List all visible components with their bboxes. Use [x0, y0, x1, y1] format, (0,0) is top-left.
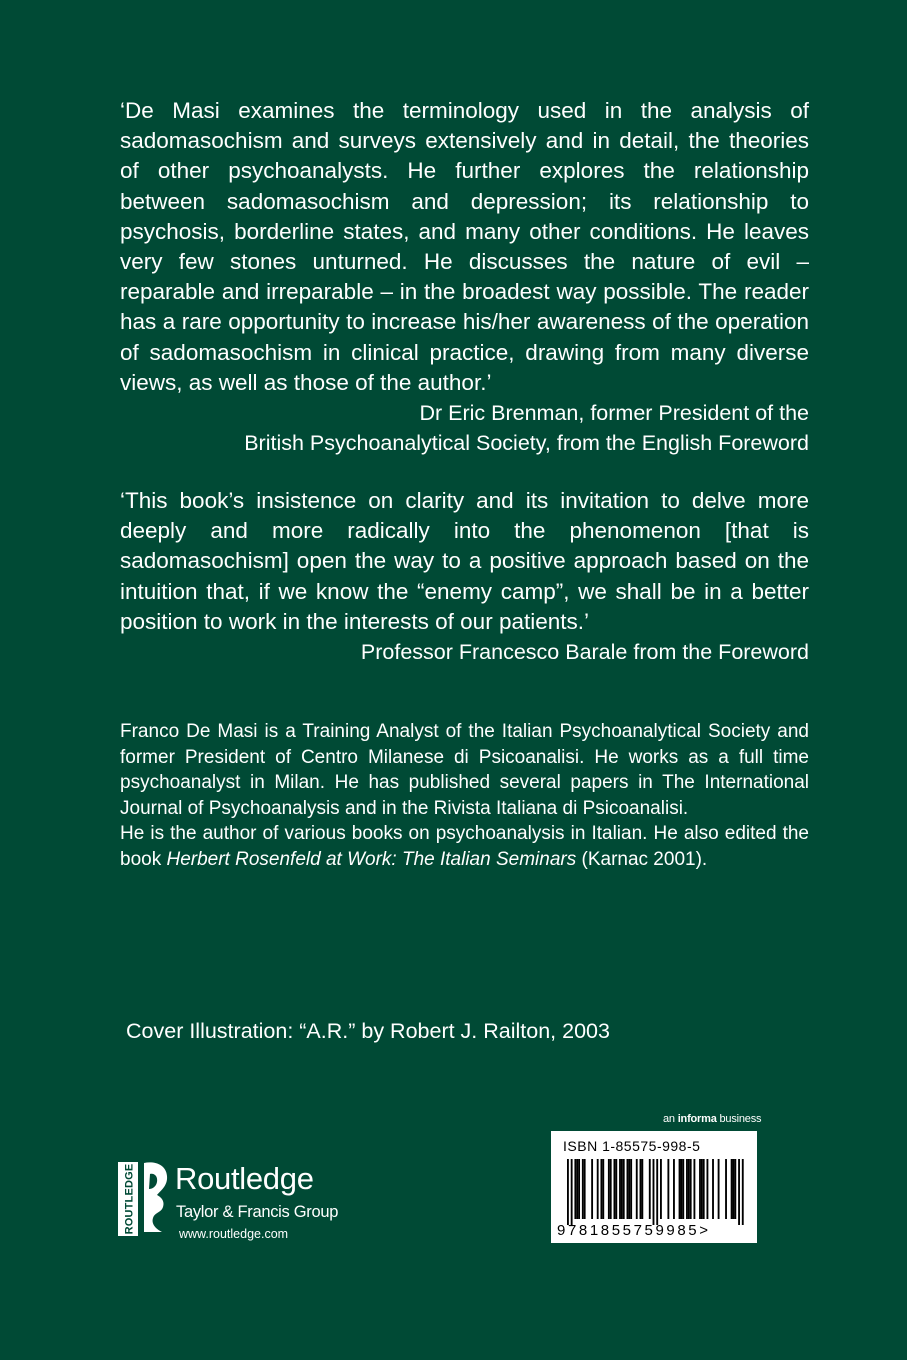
- informa-business-tag: [663, 1113, 761, 1126]
- barcode-bar: [571, 1159, 573, 1225]
- barcode-bar: [673, 1159, 675, 1219]
- barcode-bar: [656, 1159, 658, 1225]
- barcode-digits: [557, 1222, 755, 1239]
- barcode-bar: [623, 1159, 625, 1219]
- barcode-bar: [703, 1159, 705, 1219]
- barcode-bar: [630, 1159, 632, 1219]
- informa-suffix: business: [716, 1113, 762, 1125]
- barcode-bar: [718, 1159, 720, 1219]
- barcode-bar: [693, 1159, 695, 1219]
- book-title: Herbert Rosenfeld at Work: The Italian Seminars: [166, 848, 577, 870]
- barcode-bar: [725, 1159, 727, 1219]
- barcode-bar: [688, 1159, 690, 1219]
- publisher-block: [118, 1160, 418, 1250]
- barcode-bar: [641, 1159, 643, 1219]
- barcode-bar: [619, 1159, 621, 1219]
- barcode-bar: [699, 1159, 701, 1219]
- quote-attribution: Professor Francesco Barale from the Foreword: [360, 640, 809, 665]
- quote-attribution-line-2: British Psychoanalytical Society, from the English Foreword: [244, 431, 809, 456]
- barcode-bar: [742, 1159, 744, 1225]
- barcode-bar: [597, 1159, 599, 1219]
- routledge-head-logo-icon: [140, 1160, 170, 1234]
- publisher-url[interactable]: www.routledge.com: [179, 1227, 289, 1241]
- barcode-bar: [682, 1159, 684, 1219]
- publisher-name: Routledge: [175, 1161, 314, 1196]
- review-quote-brenman: [120, 96, 809, 458]
- barcode-bar: [582, 1159, 584, 1219]
- routledge-vertical-wordmark: [118, 1162, 138, 1236]
- isbn-label: ISBN 1-85575-998-5: [563, 1138, 701, 1154]
- barcode-bar: [690, 1159, 692, 1219]
- bio-text-after-title: (Karnac 2001).: [576, 848, 708, 870]
- barcode-bar: [731, 1159, 733, 1219]
- barcode-bar: [584, 1159, 586, 1219]
- informa-brand: informa: [677, 1113, 717, 1125]
- barcode-bar: [640, 1159, 642, 1219]
- barcode-bar: [591, 1159, 593, 1219]
- barcode-bar: [615, 1159, 617, 1219]
- barcode-bar: [686, 1159, 688, 1219]
- barcode-bar: [621, 1159, 623, 1219]
- barcode-bar: [567, 1159, 569, 1225]
- isbn-barcode-box: [551, 1131, 757, 1243]
- barcode-bar: [733, 1159, 735, 1219]
- barcode-bar: [649, 1159, 651, 1219]
- barcode-bar: [679, 1159, 681, 1219]
- barcode-bar: [712, 1159, 714, 1219]
- barcode-bar: [653, 1159, 655, 1225]
- barcode-bar: [578, 1159, 580, 1219]
- barcode-bar: [738, 1159, 740, 1225]
- quote-attribution-line-1: Dr Eric Brenman, former President of the: [419, 401, 809, 426]
- publisher-group: Taylor & Francis Group: [176, 1203, 339, 1221]
- barcode-bar: [576, 1159, 578, 1219]
- review-quote-barale: [120, 486, 809, 667]
- barcode-bar: [574, 1159, 576, 1219]
- barcode-bar: [627, 1159, 629, 1219]
- author-bio-paragraph-1: Franco De Masi is a Training Analyst of the Italian Psychoanalytical Society and former President of Centro Milanese di Psicoanalisi. He works as a full time psychoanalyst in Milan. He has published several papers in The International Journal of Psychoanalysis and in the Rivista Italiana di Psicoanalisi.: [120, 721, 809, 819]
- barcode-bar: [680, 1159, 682, 1219]
- barcode-bar: [610, 1159, 612, 1219]
- barcode-bar: [600, 1159, 602, 1219]
- barcode-bar: [628, 1159, 630, 1219]
- svg-text:ROUTLEDGE: ROUTLEDGE: [123, 1163, 136, 1235]
- barcode-bar: [602, 1159, 604, 1219]
- bio-text-before-title: He is the author of various books on psychoanalysis in Italian. He also edited the book: [120, 823, 809, 870]
- barcode-bar: [614, 1159, 616, 1219]
- barcode-bar: [707, 1159, 709, 1219]
- informa-prefix: an: [663, 1113, 678, 1125]
- barcode-quiet-zone-marker: >: [699, 1222, 711, 1239]
- author-bio-paragraph-2: [120, 821, 809, 872]
- barcode-bar: [636, 1159, 638, 1219]
- author-bio: [120, 719, 809, 872]
- barcode-bar: [701, 1159, 703, 1219]
- barcode-bar: [660, 1159, 662, 1219]
- barcode-number: 9781855759985: [557, 1222, 700, 1239]
- quote-text: ‘De Masi examines the terminology used in the analysis of sadomasochism and surveys extensively and in detail, the theories of other psychoanalysts. He further explores the relationship between sadomasochism and depression; its relationship to psychosis, borderline states, and many other conditions. He leaves very few stones unturned. He discusses the nature of evil – reparable and irreparable – in the broadest way possible. The reader has a rare opportunity to increase his/her awareness of the operation of sadomasochism in clinical practice, drawing from many diverse views, as well as those of the author.’: [120, 98, 809, 395]
- barcode-bar: [734, 1159, 736, 1219]
- cover-illustration-credit: Cover Illustration: “A.R.” by Robert J. Railton, 2003: [126, 1019, 610, 1043]
- quote-text: ‘This book’s insistence on clarity and its invitation to delve more deeply and more radically into the phenomenon [that is sadomasochism] open the way to a positive approach based on the intuition that, if we know the “enemy camp”, we shall be in a better position to work in the interests of our patients.’: [120, 488, 809, 634]
- barcode-bar: [667, 1159, 669, 1219]
- barcode-bar: [608, 1159, 610, 1219]
